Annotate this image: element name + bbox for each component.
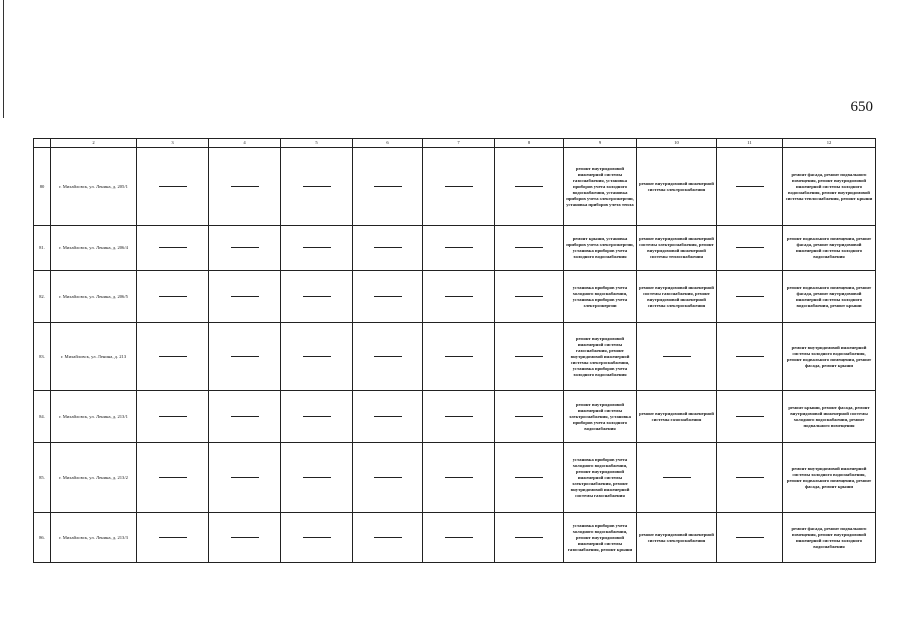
row-address: г. Михайловск, ул. Ленина, д. 213/2 <box>51 443 137 513</box>
column-header: 10 <box>637 139 717 148</box>
dash-mark <box>231 296 259 297</box>
works-col10: ремонт внутридомовой инженерной системы газоснабжения, ремонт внутридомовой инженерной системы электроснабжения <box>637 271 717 323</box>
works-col9: ремонт внутридомовой инженерной системы газоснабжения, ремонт внутридомовой инженерной системы электроснабжения, установка приборов учета холодного водоснабжения <box>564 323 637 391</box>
dash-mark <box>231 356 259 357</box>
empty-cell <box>137 226 209 271</box>
dash-mark <box>303 416 331 417</box>
dash-mark <box>736 477 764 478</box>
empty-cell <box>717 513 783 563</box>
dash-mark <box>231 416 259 417</box>
empty-cell <box>495 226 564 271</box>
works-col10: ремонт внутридомовой инженерной системы электроснабжения, ремонт внутридомовой инженерной системы теплоснабжения <box>637 226 717 271</box>
dash-mark <box>159 477 187 478</box>
works-col12: ремонт внутридомовой инженерной системы холодного водоснабжения, ремонт подвального помещения, ремонт фасада, ремонт крыши <box>783 443 876 513</box>
dash-mark <box>159 416 187 417</box>
dash-mark <box>736 247 764 248</box>
dash-mark <box>515 537 543 538</box>
dash-mark <box>231 537 259 538</box>
dash-mark <box>231 186 259 187</box>
empty-cell <box>495 271 564 323</box>
empty-cell <box>209 391 281 443</box>
column-header: 4 <box>209 139 281 148</box>
empty-cell <box>717 391 783 443</box>
empty-cell <box>281 443 353 513</box>
works-col10: ремонт внутридомовой инженерной системы газоснабжения <box>637 391 717 443</box>
row-address: г. Михайловск, ул. Ленина, д. 213 <box>51 323 137 391</box>
empty-cell <box>137 148 209 226</box>
table-row <box>34 323 876 391</box>
works-col9: установка приборов учета холодного водоснабжения, ремонт внутридомовой инженерной системы газоснабжения, ремонт крыши <box>564 513 637 563</box>
empty-cell <box>353 271 423 323</box>
empty-cell <box>423 148 495 226</box>
row-address: г. Михайловск, ул. Ленина, д. 206/5 <box>51 271 137 323</box>
works-col12: ремонт подвального помещения, ремонт фасада, ремонт внутридомовой инженерной системы холодного водоснабжения, ремонт крыши <box>783 271 876 323</box>
dash-mark <box>736 356 764 357</box>
empty-cell <box>423 513 495 563</box>
table-row <box>34 148 876 226</box>
column-header: 2 <box>51 139 137 148</box>
works-col9: установка приборов учета холодного водоснабжения, установка приборов учета электроэнергии <box>564 271 637 323</box>
dash-mark <box>303 247 331 248</box>
empty-cell <box>281 271 353 323</box>
empty-cell <box>495 323 564 391</box>
empty-cell <box>281 226 353 271</box>
row-number: 85. <box>34 443 51 513</box>
works-col12: ремонт крыши, ремонт фасада, ремонт внутридомовой инженерной системы холодного водоснабжения, ремонт подвального помещения <box>783 391 876 443</box>
column-header: 11 <box>717 139 783 148</box>
works-col9: ремонт внутридомовой инженерной системы электроснабжения, установка приборов учета холодного водоснабжения <box>564 391 637 443</box>
dash-mark <box>736 537 764 538</box>
work-register-table <box>33 138 876 563</box>
works-col10: ремонт внутридомовой инженерной системы электроснабжения <box>637 148 717 226</box>
column-header: 7 <box>423 139 495 148</box>
empty-cell <box>637 323 717 391</box>
empty-cell <box>137 323 209 391</box>
table-row <box>34 226 876 271</box>
dash-mark <box>159 247 187 248</box>
dash-mark <box>736 296 764 297</box>
dash-mark <box>515 477 543 478</box>
row-number: 84. <box>34 391 51 443</box>
empty-cell <box>353 443 423 513</box>
empty-cell <box>637 443 717 513</box>
dash-mark <box>303 356 331 357</box>
row-address: г. Михайловск, ул. Ленина, д. 213/3 <box>51 513 137 563</box>
works-col10: ремонт внутридомовой инженерной системы электроснабжения <box>637 513 717 563</box>
empty-cell <box>495 513 564 563</box>
dash-mark <box>515 356 543 357</box>
works-col9: установка приборов учета холодного водоснабжения, ремонт внутридомовой инженерной системы электроснабжения, ремонт внутридомовой инженерной системы газоснабжения <box>564 443 637 513</box>
dash-mark <box>663 356 691 357</box>
table-row <box>34 391 876 443</box>
dash-mark <box>736 186 764 187</box>
empty-cell <box>423 443 495 513</box>
column-header: 9 <box>564 139 637 148</box>
empty-cell <box>353 148 423 226</box>
dash-mark <box>515 416 543 417</box>
dash-mark <box>159 537 187 538</box>
dash-mark <box>445 416 473 417</box>
dash-mark <box>445 186 473 187</box>
empty-cell <box>717 443 783 513</box>
dash-mark <box>303 296 331 297</box>
dash-mark <box>663 477 691 478</box>
dash-mark <box>159 356 187 357</box>
dash-mark <box>374 247 402 248</box>
works-col9: ремонт крыши, установка приборов учета электроэнергии, установка приборов учета холодного водоснабжения <box>564 226 637 271</box>
dash-mark <box>303 537 331 538</box>
empty-cell <box>353 391 423 443</box>
works-col12: ремонт фасада, ремонт подвального помещения, ремонт внутридомовой инженерной системы холодного водоснабжения <box>783 513 876 563</box>
empty-cell <box>717 226 783 271</box>
empty-cell <box>137 513 209 563</box>
table-row <box>34 513 876 563</box>
page-edge-line <box>3 0 4 118</box>
row-address: г. Михайловск, ул. Ленина, д. 205/1 <box>51 148 137 226</box>
dash-mark <box>445 296 473 297</box>
empty-cell <box>209 323 281 391</box>
empty-cell <box>281 513 353 563</box>
empty-cell <box>209 271 281 323</box>
table-row <box>34 271 876 323</box>
row-number: 86. <box>34 513 51 563</box>
column-header: 12 <box>783 139 876 148</box>
header-row <box>34 139 876 148</box>
empty-cell <box>423 323 495 391</box>
dash-mark <box>445 356 473 357</box>
empty-cell <box>281 391 353 443</box>
empty-cell <box>137 271 209 323</box>
empty-cell <box>423 226 495 271</box>
column-header: 8 <box>495 139 564 148</box>
empty-cell <box>495 443 564 513</box>
works-col12: ремонт подвального помещения, ремонт фасада, ремонт внутридомовой инженерной системы холодного водоснабжения <box>783 226 876 271</box>
dash-mark <box>374 296 402 297</box>
empty-cell <box>209 513 281 563</box>
empty-cell <box>209 443 281 513</box>
empty-cell <box>353 323 423 391</box>
row-number: 83. <box>34 323 51 391</box>
empty-cell <box>353 226 423 271</box>
empty-cell <box>717 271 783 323</box>
table-row <box>34 443 876 513</box>
dash-mark <box>374 186 402 187</box>
works-col9: ремонт внутридомовой инженерной системы газоснабжения, установка приборов учета холодного водоснабжения, установка приборов учета электроэнергии, установка приборов учета тепла <box>564 148 637 226</box>
dash-mark <box>231 247 259 248</box>
dash-mark <box>515 296 543 297</box>
empty-cell <box>495 148 564 226</box>
page-number: 650 <box>850 99 873 115</box>
empty-cell <box>423 391 495 443</box>
empty-cell <box>281 148 353 226</box>
dash-mark <box>445 247 473 248</box>
row-number: 82. <box>34 271 51 323</box>
column-header <box>34 139 51 148</box>
dash-mark <box>515 186 543 187</box>
empty-cell <box>137 443 209 513</box>
works-col12: ремонт фасада, ремонт подвального помещения, ремонт внутридомовой инженерной системы холодного водоснабжения, ремонт внутридомовой системы теплоснабжения, ремонт крыши <box>783 148 876 226</box>
empty-cell <box>495 391 564 443</box>
dash-mark <box>374 537 402 538</box>
dash-mark <box>374 416 402 417</box>
row-address: г. Михайловск, ул. Ленина, д. 206/4 <box>51 226 137 271</box>
empty-cell <box>209 226 281 271</box>
empty-cell <box>423 271 495 323</box>
dash-mark <box>445 477 473 478</box>
empty-cell <box>717 323 783 391</box>
dash-mark <box>736 416 764 417</box>
empty-cell <box>353 513 423 563</box>
row-number: 81. <box>34 226 51 271</box>
column-header: 6 <box>353 139 423 148</box>
empty-cell <box>717 148 783 226</box>
dash-mark <box>374 356 402 357</box>
dash-mark <box>231 477 259 478</box>
row-address: г. Михайловск, ул. Ленина, д. 213/1 <box>51 391 137 443</box>
dash-mark <box>159 186 187 187</box>
row-number: 80 <box>34 148 51 226</box>
empty-cell <box>209 148 281 226</box>
dash-mark <box>515 247 543 248</box>
empty-cell <box>137 391 209 443</box>
dash-mark <box>374 477 402 478</box>
empty-cell <box>281 323 353 391</box>
column-header: 3 <box>137 139 209 148</box>
dash-mark <box>303 477 331 478</box>
dash-mark <box>445 537 473 538</box>
works-col12: ремонт внутридомовой инженерной системы холодного водоснабжения, ремонт подвального помещения, ремонт фасада, ремонт крыши <box>783 323 876 391</box>
dash-mark <box>303 186 331 187</box>
column-header: 5 <box>281 139 353 148</box>
dash-mark <box>159 296 187 297</box>
